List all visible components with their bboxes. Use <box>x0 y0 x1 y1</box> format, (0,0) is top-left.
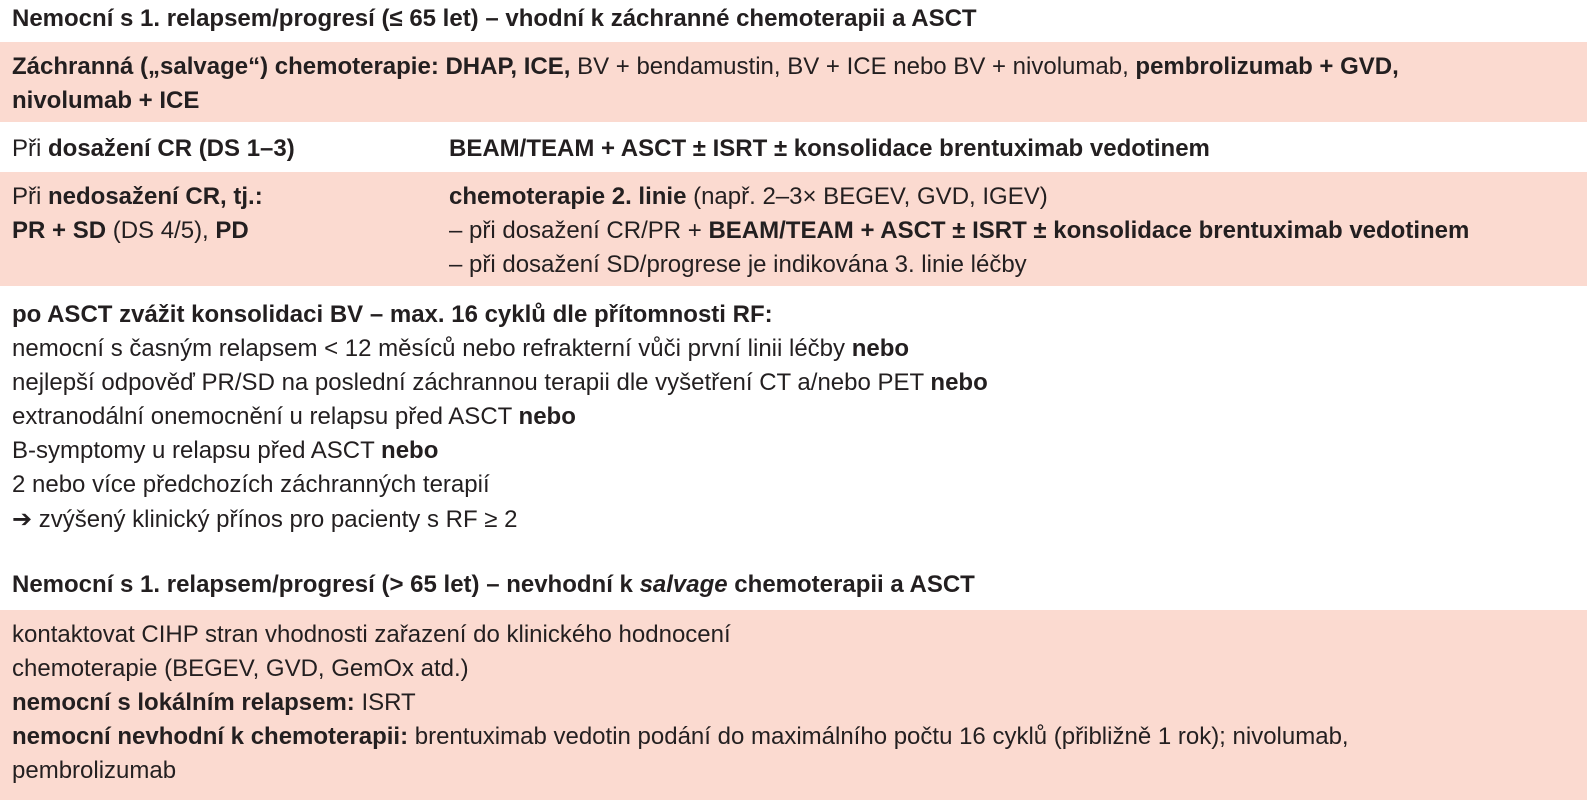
risk-factor-item: extranodální onemocnění u relapsu před ASCT nebo <box>12 403 576 430</box>
noncr-row <box>0 172 1587 286</box>
risk-factor-item: 2 nebo více předchozích záchranných terapií <box>12 471 490 498</box>
elderly-line-1: kontaktovat CIHP stran vhodnosti zařazení do klinického hodnocení <box>12 621 731 648</box>
cr-row-treatment: BEAM/TEAM + ASCT ± ISRT ± konsolidace brentuximab vedotinem <box>449 135 1210 162</box>
section1-heading-row <box>0 0 1587 40</box>
noncr-treatment-line-3: – při dosažení SD/progrese je indikována 3. linie léčby <box>449 251 1027 278</box>
consolidation-heading: po ASCT zvážit konsolidaci BV – max. 16 cyklů dle přítomnosti RF: <box>12 301 773 328</box>
conclusion-line: ➔ zvýšený klinický přínos pro pacienty s RF ≥ 2 <box>12 505 518 533</box>
section2-heading-row <box>0 568 1587 610</box>
section2-heading: Nemocní s 1. relapsem/progresí (> 65 let) – nevhodní k salvage chemoterapii a ASCT <box>12 571 975 598</box>
salvage-block <box>0 42 1587 122</box>
elderly-line-3: nemocní s lokálním relapsem: ISRT <box>12 689 416 716</box>
cr-row <box>0 124 1587 170</box>
elderly-line-2: chemoterapie (BEGEV, GVD, GemOx atd.) <box>12 655 469 682</box>
salvage-line-1: Záchranná („salvage“) chemoterapie: DHAP, ICE, BV + bendamustin, BV + ICE nebo BV + nivolumab, pembrolizumab + GVD, <box>12 53 1399 80</box>
noncr-treatment-line-1: chemoterapie 2. linie (např. 2–3× BEGEV, GVD, IGEV) <box>449 183 1048 210</box>
cr-row-condition: Při dosažení CR (DS 1–3) <box>12 135 295 162</box>
salvage-line-2: nivolumab + ICE <box>12 87 200 114</box>
elderly-line-4: nemocní nevhodní k chemoterapii: brentuximab vedotin podání do maximálního počtu 16 cyklů (přibližně 1 rok); nivolumab, <box>12 723 1349 750</box>
noncr-treatment-line-2: – při dosažení CR/PR + BEAM/TEAM + ASCT ± ISRT ± konsolidace brentuximab vedotinem <box>449 217 1470 244</box>
risk-factor-item: B-symptomy u relapsu před ASCT nebo <box>12 437 439 464</box>
arrow-icon: ➔ <box>12 505 33 533</box>
noncr-condition-line-1: Při nedosažení CR, tj.: <box>12 183 263 210</box>
risk-factor-item: nemocní s časným relapsem < 12 měsíců nebo refrakterní vůči první linii léčby nebo <box>12 335 910 362</box>
section1-heading: Nemocní s 1. relapsem/progresí (≤ 65 let) – vhodní k záchranné chemoterapii a ASCT <box>12 5 977 32</box>
elderly-line-5: pembrolizumab <box>12 757 177 784</box>
noncr-condition-line-2: PR + SD (DS 4/5), PD <box>12 217 249 244</box>
consolidation-block <box>0 288 1587 558</box>
risk-factor-item: nejlepší odpověď PR/SD na poslední záchrannou terapii dle vyšetření CT a/nebo PET nebo <box>12 369 988 396</box>
elderly-block <box>0 610 1587 800</box>
